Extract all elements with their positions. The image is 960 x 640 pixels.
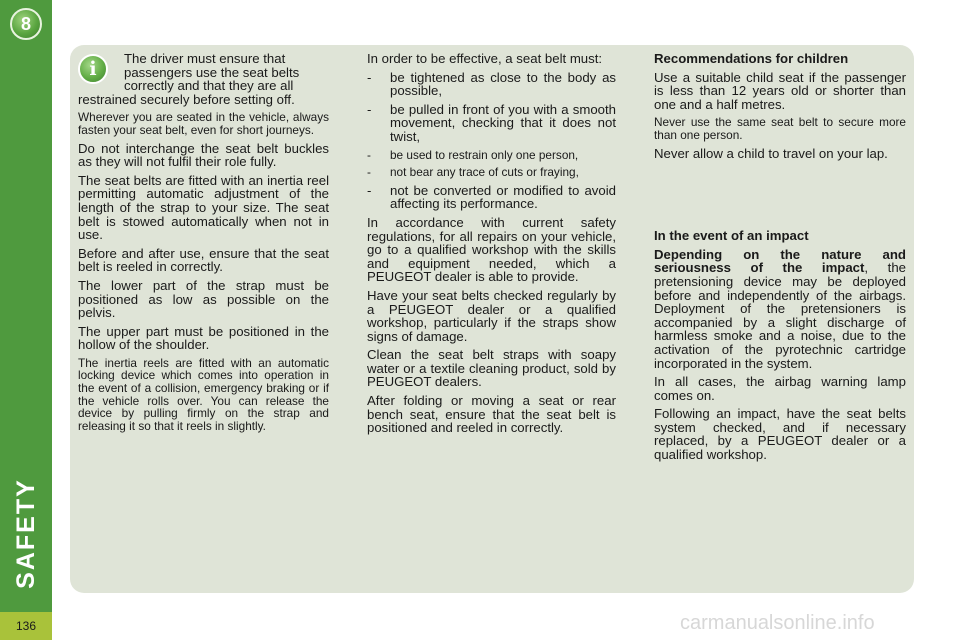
lead-rest: restrained securely before setting off.: [78, 91, 295, 107]
paragraph: The inertia reels are fitted with an automatic locking device which comes into operation in the event of a collision, emergency braking or if the vehicle rolls over. You can release the device by pulling firmly on the strap and releasing it so that it reels in slightly.: [78, 355, 329, 433]
info-icon: i: [78, 54, 108, 84]
section-label-text: SAFETY: [11, 477, 40, 589]
page-number: 136: [0, 612, 52, 640]
list-item-text: not be converted or modified to avoid affecting its performance.: [390, 182, 616, 212]
paragraph: Never allow a child to travel on your lap.: [654, 145, 888, 161]
paragraph: The lower part of the strap must be positioned as low as possible on the pelvis.: [78, 277, 329, 321]
spacer: [654, 165, 906, 229]
paragraph: Do not interchange the seat belt buckles as they will not fulfil their role fully.: [78, 140, 329, 170]
paragraph: In order to be effective, a seat belt must:: [367, 51, 603, 66]
paragraph: Never use the same seat belt to secure more than one person.: [654, 115, 906, 142]
paragraph: [654, 248, 906, 370]
column-2: [367, 52, 616, 440]
paragraph: The seat belts are fitted with an inertia reel permitting automatic adjustment of the length of the strap to your size. The seat belt is stowed automatically when not in use.: [78, 172, 329, 243]
chapter-sidebar: [0, 0, 52, 612]
list-item-text: be pulled in front of you with a smooth movement, checking that it does not twist,: [390, 101, 616, 144]
bold-lead: Depending on the nature and seriousness of the impact: [654, 246, 906, 276]
paragraph: In all cases, the airbag warning lamp comes on.: [654, 374, 906, 403]
chapter-number: 8: [20, 13, 31, 34]
paragraph: Have your seat belts checked regularly by a PEUGEOT dealer or a qualified workshop, particularly if the straps show signs of damage.: [367, 287, 616, 344]
chapter-number-badge: [10, 8, 42, 40]
list-item: - be tightened as close to the body as possible,: [367, 69, 616, 99]
column-3: [654, 52, 906, 467]
list-item: - not bear any trace of cuts or fraying,: [367, 165, 579, 180]
list-item-text: be tightened as close to the body as possible,: [390, 69, 616, 99]
paragraph: The upper part must be positioned in the hollow of the shoulder.: [78, 323, 329, 353]
paragraph: In accordance with current safety regulations, for all repairs on your vehicle, go to a qualified workshop with the skills and equipment needed, which a PEUGEOT dealer is able to provide.: [367, 214, 616, 285]
list-item-text: not bear any trace of cuts or fraying,: [390, 165, 579, 180]
paragraph: Wherever you are seated in the vehicle, always fasten your seat belt, even for short journeys.: [78, 110, 329, 137]
paragraph: Clean the seat belt straps with soapy water or a textile cleaning product, sold by PEUGEOT dealers.: [367, 347, 616, 390]
watermark: carmanualsonline.info: [680, 612, 875, 634]
paragraph: Before and after use, ensure that the seat belt is reeled in correctly.: [78, 245, 329, 275]
paragraph: Use a suitable child seat if the passenger is less than 12 years old or shorter than one and a half metres.: [654, 69, 906, 112]
list-item: - be used to restrain only one person,: [367, 147, 579, 162]
list-item: - not be converted or modified to avoid affecting its performance.: [367, 182, 616, 212]
list-item: - be pulled in front of you with a smooth movement, checking that it does not twist,: [367, 101, 616, 144]
heading-impact: In the event of an impact: [654, 228, 809, 244]
paragraph-rest: , the pretensioning device may be deployed before and independently of the airbags. Deployment of the pretensioners is accompanied by a slight discharge of harmless smoke and a noise, due to the activation of the pyrotechnic cartridge incorporated in the system.: [654, 260, 906, 371]
paragraph: Following an impact, have the seat belts system checked, and if necessary replaced, by a PEUGEOT dealer or a qualified workshop.: [654, 406, 906, 463]
column-1: [78, 52, 329, 437]
lead-line-3: correctly and that they are all: [124, 78, 294, 94]
lead-line-1: The driver must ensure that: [124, 51, 286, 66]
section-label: [6, 478, 46, 588]
heading-children: Recommendations for children: [654, 51, 849, 66]
lead-line-2: passengers use the seat belts: [124, 64, 300, 80]
list-item-text: be used to restrain only one person,: [390, 147, 579, 162]
paragraph: After folding or moving a seat or rear bench seat, ensure that the seat belt is positioned and reeled in correctly.: [367, 393, 616, 436]
